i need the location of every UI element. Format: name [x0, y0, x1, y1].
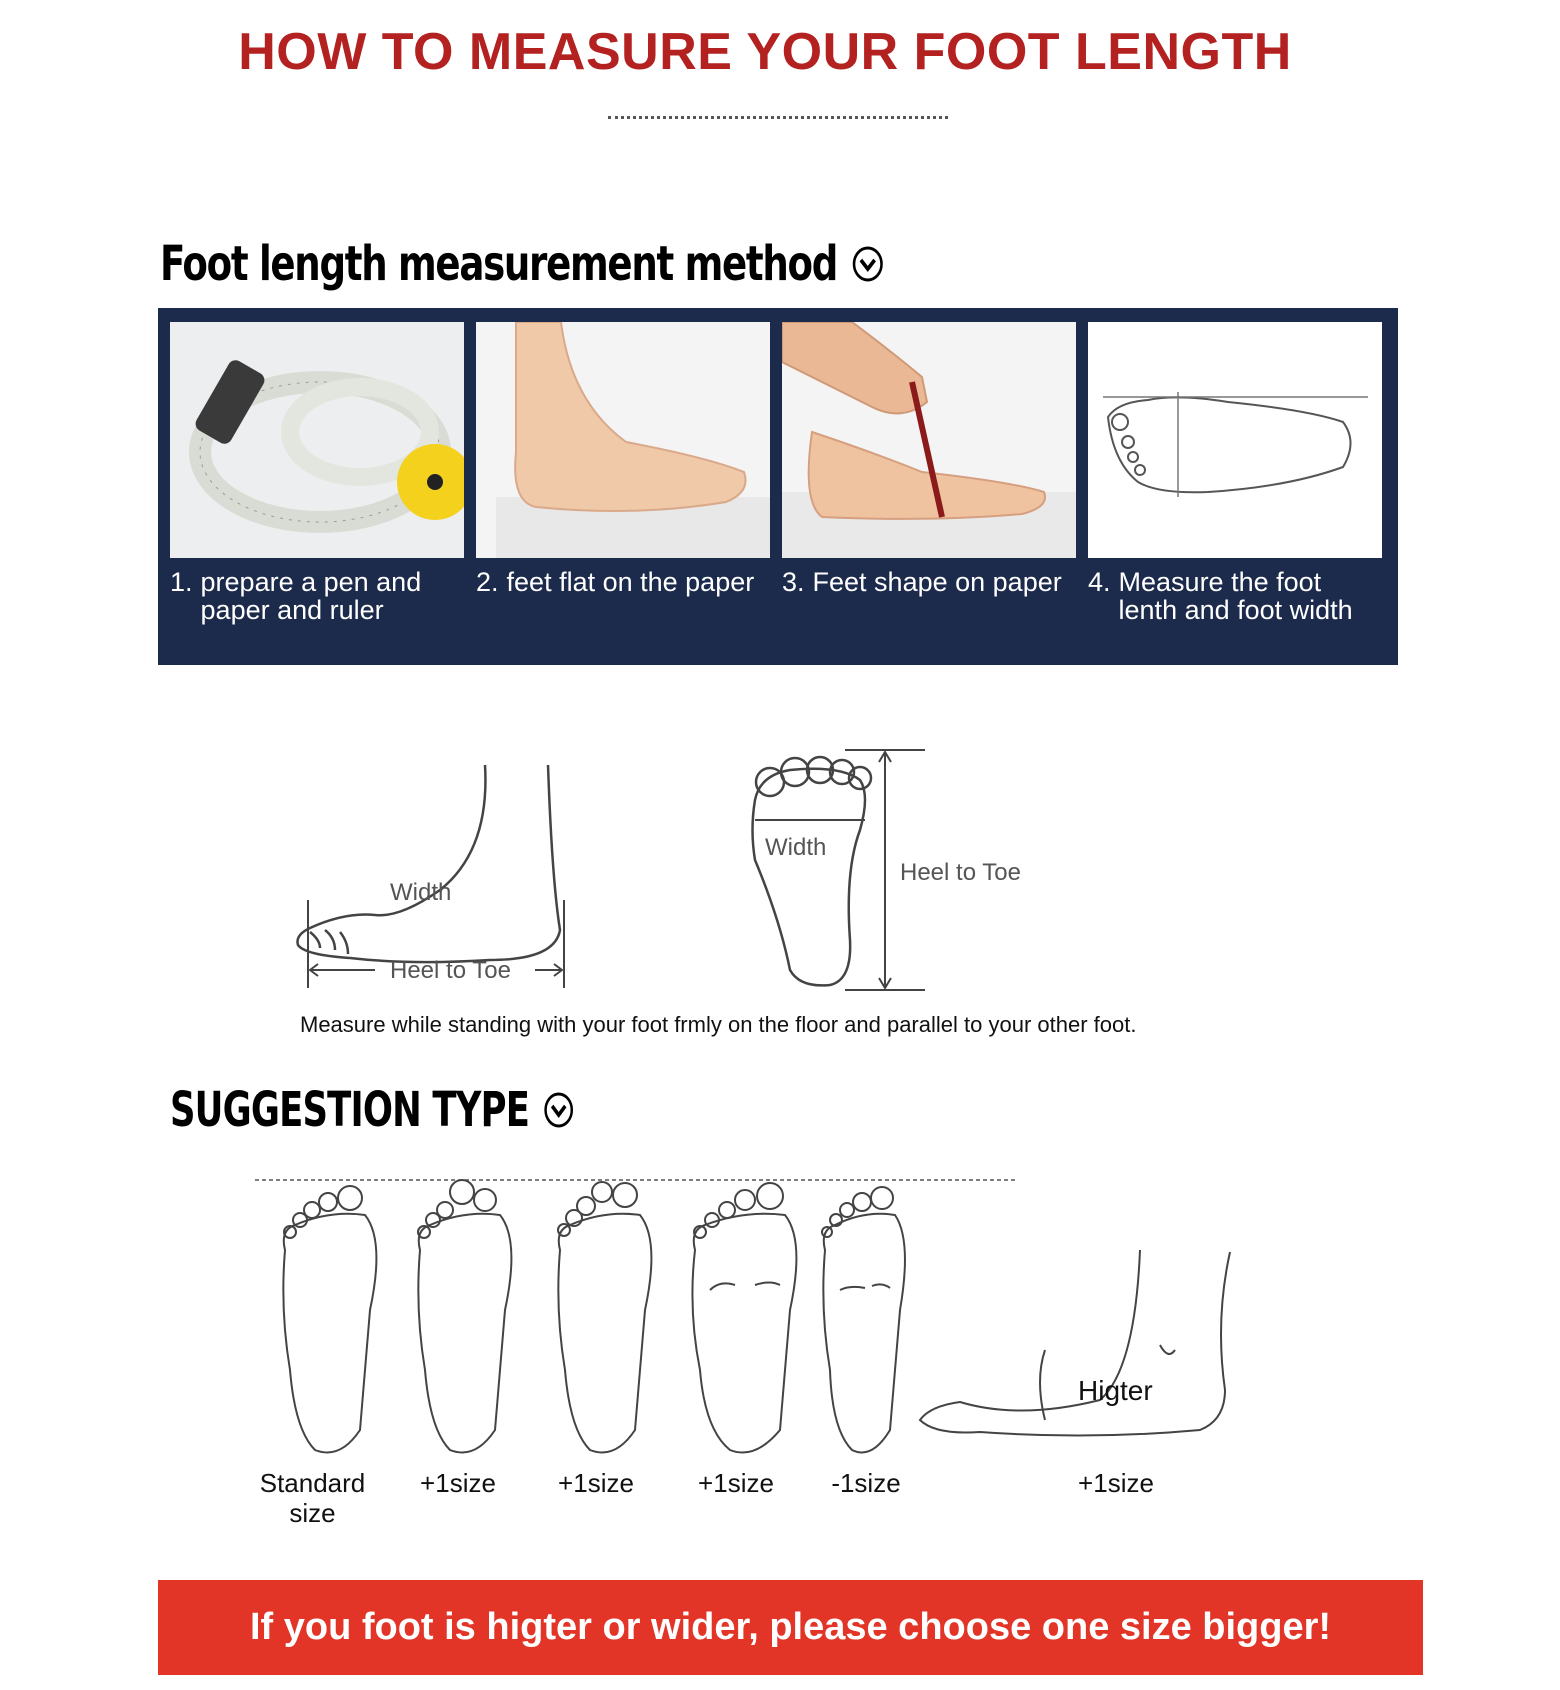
step-number: 3. — [782, 567, 805, 597]
foot-label: +1size — [558, 1468, 634, 1498]
foot-label: +1size — [698, 1468, 774, 1498]
foot-standard-icon — [283, 1186, 376, 1453]
chevron-down-circle-icon — [851, 244, 885, 284]
method-heading — [160, 236, 885, 292]
step-number: 1. — [170, 567, 193, 597]
banner-text: If you foot is higter or wider, please choose one size bigger! — [249, 1606, 1332, 1648]
tape-measure-icon — [170, 322, 464, 558]
chevron-down-circle-icon — [542, 1090, 575, 1130]
step-text: Measure the foot lenth and foot width — [1118, 567, 1353, 625]
foot-narrow-icon — [822, 1187, 905, 1453]
instep-size-label: +1size — [1078, 1468, 1154, 1498]
foot-photo-icon — [476, 322, 770, 558]
suggestion-heading — [170, 1082, 575, 1138]
side-foot-icon — [298, 765, 565, 988]
step-card — [170, 322, 464, 624]
step-card — [782, 322, 1076, 596]
step-text: Feet shape on paper — [812, 567, 1062, 597]
side-length-label: Heel to Toe — [390, 957, 511, 984]
pencil-trace-icon — [782, 322, 1076, 558]
step-card — [476, 322, 770, 596]
side-width-label: Width — [390, 879, 452, 906]
foot-wide-icon — [692, 1183, 796, 1453]
foot-label: Standard size — [259, 1468, 366, 1528]
step-text: prepare a pen and paper and ruler — [200, 567, 422, 625]
title-divider — [608, 116, 948, 123]
foot-high-instep-icon — [920, 1250, 1230, 1436]
sole-length-label: Heel to Toe — [900, 859, 1021, 886]
page-title: HOW TO MEASURE YOUR FOOT LENGTH — [238, 23, 1292, 81]
suggestion-heading-text: SUGGESTION TYPE — [170, 1082, 530, 1138]
instep-label: Higter — [1078, 1375, 1153, 1406]
steps-panel — [158, 308, 1398, 665]
foot-outline-icon — [1088, 322, 1382, 558]
diagram-caption: Measure while standing with your foot frmly on the floor and parallel to your other foot. — [300, 1012, 1137, 1037]
step-card — [1088, 322, 1382, 624]
foot-long-second-toe-icon — [418, 1180, 511, 1453]
measurement-diagram — [290, 740, 1290, 1000]
step-number: 4. — [1088, 567, 1111, 597]
foot-label: +1size — [420, 1468, 496, 1498]
sole-width-label: Width — [765, 834, 827, 861]
size-advice-banner — [158, 1580, 1423, 1675]
foot-label: -1size — [831, 1468, 901, 1498]
step-text: feet flat on the paper — [506, 567, 755, 597]
suggestion-types — [240, 1170, 1340, 1550]
foot-long-toes-icon — [558, 1182, 651, 1453]
step-number: 2. — [476, 567, 499, 597]
method-heading-text: Foot length measurement method — [160, 236, 838, 292]
